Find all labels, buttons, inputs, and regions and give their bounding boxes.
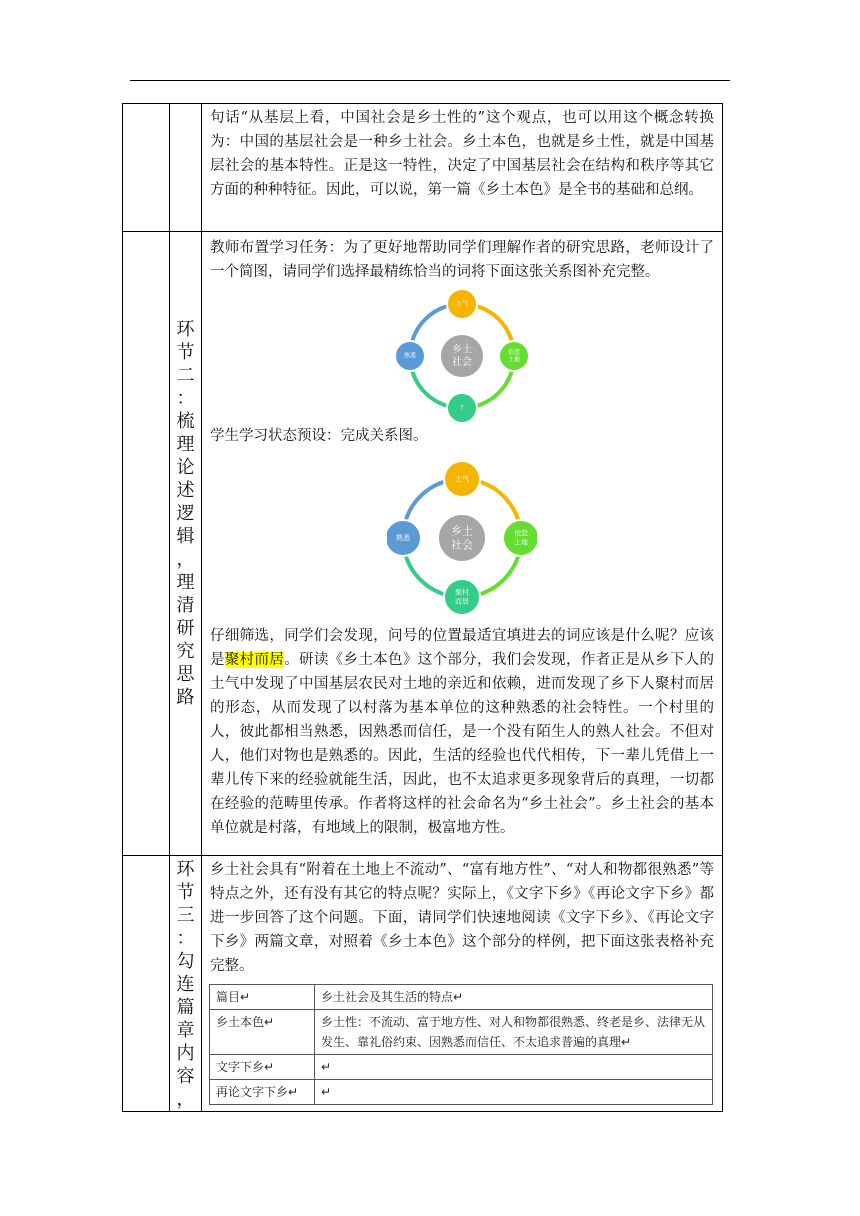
section-label-cell — [170, 856, 202, 1112]
left-node-label: 熟悉 — [396, 534, 410, 542]
content-cell — [202, 856, 723, 1112]
header-cell: 篇目↵ — [210, 985, 315, 1010]
section-label-2-char: 清 — [176, 595, 195, 616]
section-label-3-char: ： — [176, 928, 195, 949]
right-node-label: 依恋 — [514, 529, 528, 538]
table-row — [210, 985, 713, 1010]
section-label-2-char: 逻 — [176, 503, 195, 524]
table-cell: 再论文字下乡↵ — [210, 1080, 315, 1105]
section-label-cell — [170, 232, 202, 856]
section-label-2-char: 究 — [176, 641, 195, 662]
right-node-label: 依恋 — [507, 348, 521, 356]
table-cell: 乡土本色↵ — [210, 1010, 315, 1055]
section-label-3 — [170, 856, 201, 1111]
bottom-node-label: ? — [460, 404, 464, 412]
table-row — [210, 1010, 713, 1055]
section-label-2-char: 二 — [176, 365, 195, 386]
right-node-label: 土地 — [514, 538, 528, 547]
relation-diagram-completed — [387, 458, 537, 618]
section-label-3-char: 篇 — [176, 997, 195, 1018]
table-cell[interactable]: ↵ — [315, 1080, 713, 1105]
section-label-3-char: 勾 — [176, 951, 195, 972]
characteristics-table — [209, 984, 713, 1105]
section-label-3-char: 节 — [176, 882, 195, 903]
header-rule — [130, 80, 730, 81]
left-node-label: 熟悉 — [403, 352, 417, 360]
table-row — [210, 1080, 713, 1105]
right-node-label: 土地 — [507, 356, 521, 364]
table-cell: 文字下乡↵ — [210, 1055, 315, 1080]
table-row — [123, 232, 723, 856]
blank-cell — [123, 232, 170, 856]
section-label-2 — [170, 232, 201, 709]
center-node-label: 社会 — [452, 356, 472, 368]
section-label-2-char: ， — [176, 549, 195, 570]
highlighted-answer: 聚村而居 — [224, 652, 285, 668]
top-node-label: 土气 — [455, 300, 469, 308]
task3-paragraph: 乡土社会具有“附着在土地上不流动”、“富有地方性”、“对人和物都很熟悉”等特点之外，还有没有其它的特点呢？实际上，《文字下乡》《再论文字下乡》都进一步回答了这个问题。下面，请同学们快速地阅读《文字下乡》、《再论文字下乡》两篇文章，对照着《乡土本色》这个部分的样例，把下面这张表格补充完整。 — [210, 862, 714, 974]
section-label-2-char: 辑 — [176, 526, 195, 547]
task-paragraph: 教师布置学习任务：为了更好地帮助同学们理解作者的研究思路，老师设计了一个简图，请同学们选择最精练恰当的词将下面这张关系图补充完整。 — [210, 240, 714, 280]
section-label-3-char: 内 — [176, 1043, 195, 1064]
analysis-text-after: 。研读《乡土本色》这个部分，我们会发现，作者正是从乡下人的土气中发现了中国基层农民对土地的亲近和依赖，进而发现了乡下人聚村而居的形态，从而发现了以村落为基本单位的这种熟悉的社会特性。一个村里的人，彼此都相当熟悉，因熟悉而信任，是一个没有陌生人的熟人社会。不但对人，他们对物也是熟悉的。因此，生活的经验也代代相传，下一辈儿凭借上一辈儿传下来的经验就能生活，因此，也不太追求更多现象背后的真理，一切都在经验的范畴里传承。作者将这样的社会命名为“乡土社会”。乡土社会的基本单位就是村落，有地域上的限制，极富地方性。 — [210, 652, 715, 836]
center-node-label: 乡土 — [452, 344, 472, 356]
table-row — [123, 856, 723, 1112]
header-cell: 乡土社会及其生活的特点↵ — [315, 985, 713, 1010]
section-label-3-char: 环 — [176, 859, 195, 880]
content-cell — [202, 104, 723, 232]
section-label-3-char: ， — [176, 1089, 195, 1110]
analysis-text-before: 仔细筛选，同学们会发现，问号的位置最适宜填进去的词应该是什么呢？应该是 — [210, 628, 714, 668]
section-label-2-char: 思 — [176, 664, 195, 685]
content-cell — [202, 232, 723, 856]
center-node-label: 乡土 — [451, 524, 473, 538]
preset-paragraph: 学生学习状态预设：完成关系图。 — [210, 428, 428, 444]
section-label-3-char: 容 — [176, 1066, 195, 1087]
section-label-3-char: 章 — [176, 1020, 195, 1041]
section-label-2-char: 论 — [176, 457, 195, 478]
section-label-2-char: 路 — [176, 687, 195, 708]
section-label-2-char: 理 — [176, 434, 195, 455]
top-node-label: 土气 — [455, 475, 469, 483]
table-cell: 乡土性：不流动、富于地方性、对人和物都很熟悉、终老是乡、法律无从发生、靠礼俗约束、因熟悉而信任、不太追求普遍的真理↵ — [315, 1010, 713, 1055]
intro-paragraph: 句话“从基层上看，中国社会是乡土性的”这个观点，也可以用这个概念转换为：中国的基层社会是一种乡土社会。乡土本色，也就是乡土性，就是中国基层社会的基本特性。正是这一特性，决定了中国基层社会在结构和秩序等其它方面的种种特征。因此，可以说，第一篇《乡土本色》是全书的基础和总纲。 — [210, 110, 714, 198]
section-label-2-char: 梳 — [176, 411, 195, 432]
section-label-2-char: ： — [176, 388, 195, 409]
table-row — [210, 1055, 713, 1080]
section-label-2-char: 节 — [176, 342, 195, 363]
section-label-3-char: 连 — [176, 974, 195, 995]
lesson-table — [122, 103, 723, 1112]
section-label-3-char: 三 — [176, 905, 195, 926]
analysis-paragraph — [202, 618, 722, 840]
section-label-2-char: 研 — [176, 618, 195, 639]
table-cell[interactable]: ↵ — [315, 1055, 713, 1080]
blank-cell — [123, 104, 170, 232]
bottom-node-label: 而居 — [455, 597, 469, 606]
section-label-2-char: 述 — [176, 480, 195, 501]
blank-cell — [123, 856, 170, 1112]
relation-diagram-blank — [387, 284, 537, 424]
table-row — [123, 104, 723, 232]
center-node-label: 社会 — [451, 538, 473, 552]
section-label-2-char: 理 — [176, 572, 195, 593]
blank-label-cell — [170, 104, 202, 232]
bottom-node-label: 聚村 — [455, 588, 469, 597]
section-label-2-char: 环 — [176, 319, 195, 340]
